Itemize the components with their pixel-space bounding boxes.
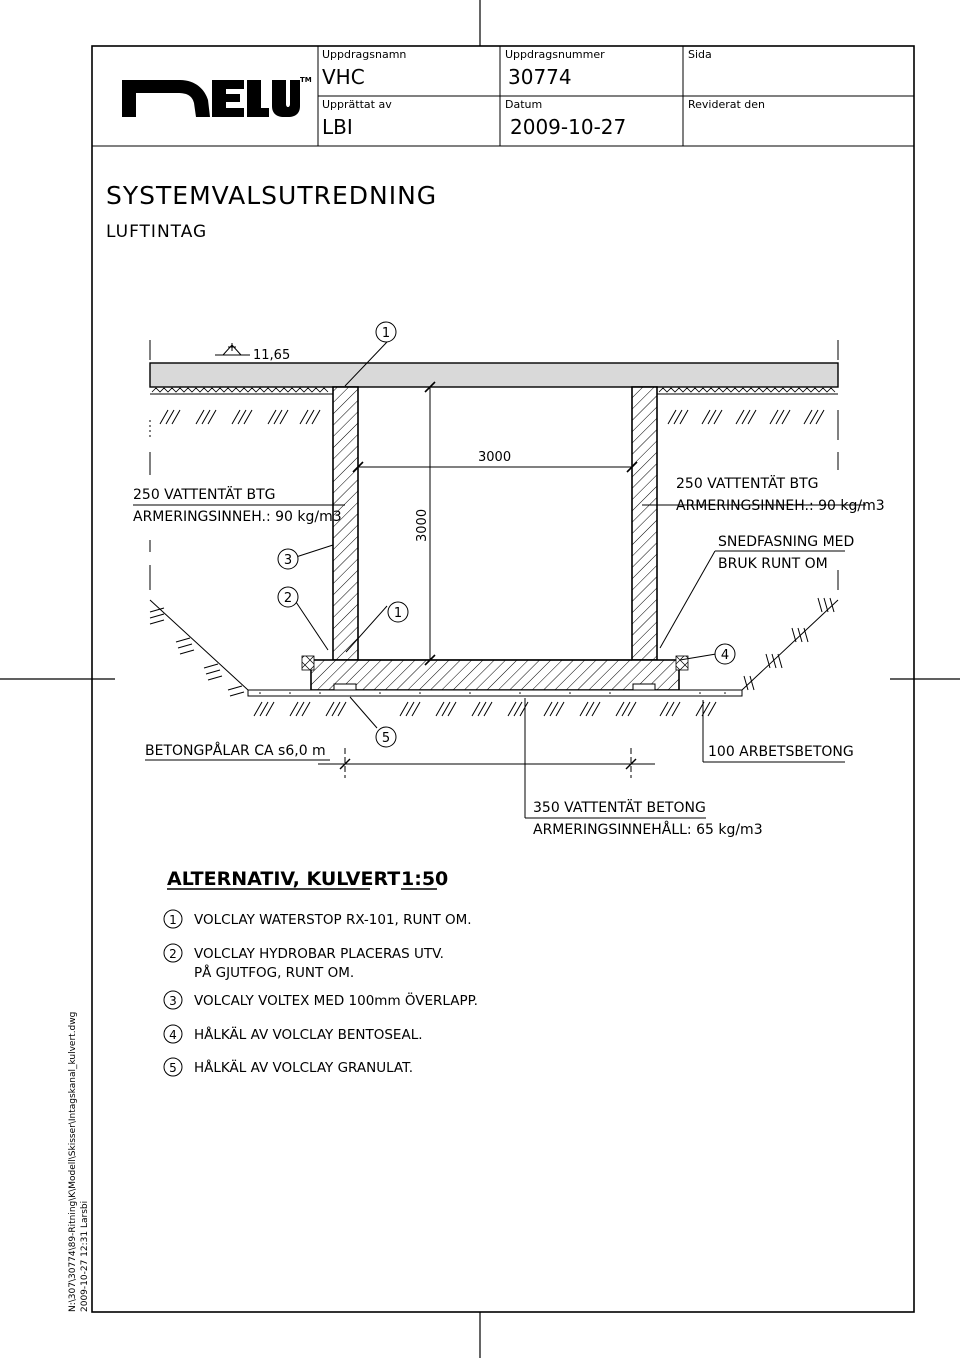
legend	[164, 868, 478, 1076]
svg-text:VOLCLAY HYDROBAR PLACERAS UTV.: VOLCLAY HYDROBAR PLACERAS UTV.	[194, 946, 444, 962]
note-right-line1: 250 VATTENTÄT BTG	[676, 476, 819, 492]
legend-scale: 1:50	[401, 868, 449, 890]
fill-texture	[152, 388, 835, 392]
level-value: 11,65	[253, 348, 291, 363]
upprattat-av-value: LBI	[322, 115, 353, 139]
svg-text:1: 1	[169, 913, 177, 927]
file-path-text: N:\307\30774\89-Ritning\K\Modell\Skisser\Intagskanal_kulvert.dwg	[68, 1011, 78, 1312]
sida-label: Sida	[688, 48, 712, 61]
svg-text:4: 4	[720, 648, 730, 663]
plot-date-text: 2009-10-27 12:31 Larsbi	[80, 1200, 90, 1312]
legend-item	[164, 1025, 423, 1043]
bubble-3	[278, 549, 298, 569]
note-fasning-line1: SNEDFASNING MED	[718, 534, 855, 550]
datum-label: Datum	[505, 98, 543, 111]
culvert-section	[133, 322, 885, 838]
svg-text:HÅLKÄL AV VOLCLAY BENTOSEAL.: HÅLKÄL AV VOLCLAY BENTOSEAL.	[194, 1027, 423, 1043]
svg-text:1: 1	[393, 606, 403, 621]
svg-text:2: 2	[283, 591, 293, 606]
svg-text:3: 3	[169, 994, 177, 1008]
culvert-concrete	[302, 387, 688, 694]
dim-height: 3000	[415, 508, 430, 542]
legend-item	[164, 991, 478, 1009]
note-pilar: BETONGPÅLAR CA s6,0 m	[145, 743, 326, 759]
uppdragsnamn-label: Uppdragsnamn	[322, 48, 407, 61]
bubble-1-top	[376, 322, 396, 342]
legend-item	[164, 1058, 413, 1076]
bubble-1-lower	[388, 602, 408, 622]
fillet-left	[302, 656, 314, 670]
level-mark	[215, 343, 250, 355]
svg-text:VOLCALY VOLTEX MED 100mm ÖVERL: VOLCALY VOLTEX MED 100mm ÖVERLAPP.	[194, 993, 478, 1009]
note-right-line2: ARMERINGSINNEH.: 90 kg/m3	[676, 498, 885, 514]
legend-heading: ALTERNATIV, KULVERT	[167, 868, 401, 890]
svg-text:5: 5	[169, 1061, 177, 1075]
surface-slab	[150, 363, 838, 387]
title-block	[92, 46, 914, 146]
note-fasning-line2: BRUK RUNT OM	[718, 556, 828, 572]
note-bottom-line1: 350 VATTENTÄT BETONG	[533, 800, 706, 816]
note-left-line1: 250 VATTENTÄT BTG	[133, 487, 276, 503]
reviderat-label: Reviderat den	[688, 98, 766, 111]
svg-text:5: 5	[381, 731, 391, 746]
lean-concrete	[248, 690, 742, 696]
svg-text:PÅ GJUTFOG, RUNT OM.: PÅ GJUTFOG, RUNT OM.	[194, 965, 355, 981]
bubble-5	[376, 727, 396, 747]
svg-text:3: 3	[283, 553, 293, 568]
uppdragsnamn-value: VHC	[322, 65, 365, 89]
svg-text:4: 4	[169, 1028, 177, 1042]
note-left-line2: ARMERINGSINNEH.: 90 kg/m3	[133, 509, 342, 525]
uppdragsnummer-label: Uppdragsnummer	[505, 48, 605, 61]
datum-value: 2009-10-27	[510, 115, 627, 139]
drawing-subtitle: LUFTINTAG	[106, 222, 208, 242]
svg-text:1: 1	[381, 326, 391, 341]
note-bottom-line2: ARMERINGSINNEHÅLL: 65 kg/m3	[533, 822, 763, 838]
bubble-2	[278, 587, 298, 607]
elu-logo	[122, 76, 312, 117]
bottom-slab	[311, 660, 679, 690]
note-arbetsbetong: 100 ARBETSBETONG	[708, 744, 854, 760]
dim-width: 3000	[478, 450, 512, 465]
svg-text:VOLCLAY WATERSTOP RX-101, RUNT: VOLCLAY WATERSTOP RX-101, RUNT OM.	[194, 912, 472, 928]
right-wall	[632, 387, 657, 660]
upprattat-av-label: Upprättat av	[322, 98, 392, 111]
bubble-4	[715, 644, 735, 664]
legend-item	[164, 944, 444, 981]
drawing-title: SYSTEMVALSUTREDNING	[106, 181, 438, 210]
fillet-right	[676, 656, 688, 670]
svg-text:HÅLKÄL AV VOLCLAY GRANULAT.: HÅLKÄL AV VOLCLAY GRANULAT.	[194, 1060, 414, 1076]
logo-trademark: TM	[300, 76, 312, 84]
svg-text:2: 2	[169, 947, 177, 961]
uppdragsnummer-value: 30774	[508, 65, 572, 89]
legend-item	[164, 910, 472, 928]
